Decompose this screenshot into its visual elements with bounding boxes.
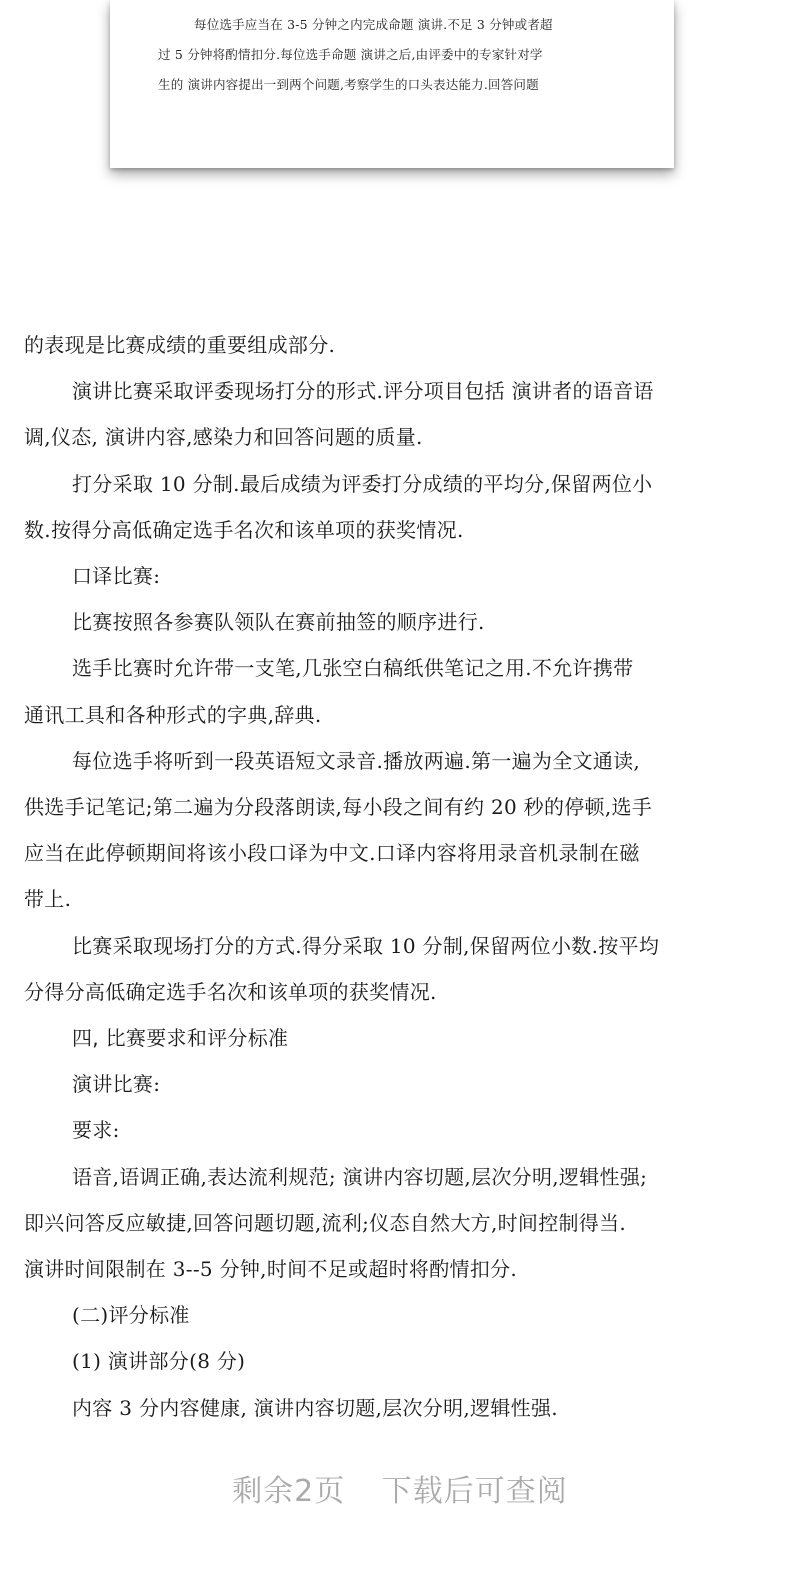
paragraph-line: 应当在此停顿期间将该小段口译为中文.口译内容将用录音机录制在磁 [24,841,640,866]
paragraph-line: 分得分高低确定选手名次和该单项的获奖情况. [24,979,437,1004]
preview-line: 每位选手应当在 3-5 分钟之内完成命题 演讲.不足 3 分钟或者超 [194,17,553,32]
paragraph-line: 内容 3 分内容健康, 演讲内容切题,层次分明,逻辑性强. [72,1395,558,1420]
paragraph-line: 通讯工具和各种形式的字典,辞典. [24,702,322,727]
paragraph-line: 比赛按照各参赛队领队在赛前抽签的顺序进行. [72,610,485,635]
paragraph-line: 即兴问答反应敏捷,回答问题切题,流利;仪态自然大方,时间控制得当. [24,1210,627,1235]
paragraph-line: 选手比赛时允许带一支笔,几张空白稿纸供笔记之用.不允许携带 [72,656,634,681]
preview-line: 过 5 分钟将酌情扣分.每位选手命题 演讲之后,由评委中的专家针对学 [158,47,543,62]
paragraph-line: 带上. [24,887,72,912]
remaining-pages-notice[interactable]: 剩余2页 下载后可查阅 [232,1474,568,1509]
paragraph-line: 数.按得分高低确定选手名次和该单项的获奖情况. [24,517,464,542]
section-label: (1) 演讲部分(8 分) [72,1349,246,1374]
paragraph-line: 打分采取 10 分制.最后成绩为评委打分成绩的平均分,保留两位小 [72,471,653,496]
section-label: 要求: [72,1118,120,1143]
preview-page-card [110,0,674,168]
paragraph-line: 调,仪态, 演讲内容,感染力和回答问题的质量. [24,425,423,450]
document-body [24,322,776,1431]
preview-text-block [110,0,674,100]
paragraph-line: 每位选手将听到一段英语短文录音.播放两遍.第一遍为全文通读, [72,748,641,773]
section-label: 口译比赛: [72,564,161,589]
paragraph-line: 比赛采取现场打分的方式.得分采取 10 分制,保留两位小数.按平均 [72,933,660,958]
paragraph-line: 演讲比赛采取评委现场打分的形式.评分项目包括 演讲者的语音语 [72,379,654,404]
paragraph-line: 语音,语调正确,表达流利规范; 演讲内容切题,层次分明,逻辑性强; [72,1164,648,1189]
section-heading: 四, 比赛要求和评分标准 [72,1026,289,1051]
section-label: 演讲比赛: [72,1072,161,1097]
paragraph-line: 演讲时间限制在 3--5 分钟,时间不足或超时将酌情扣分. [24,1257,518,1282]
paragraph-line: 的表现是比赛成绩的重要组成部分. [24,333,336,357]
preview-line: 生的 演讲内容提出一到两个问题,考察学生的口头表达能力.回答问题 [158,77,539,92]
paragraph-line: 供选手记笔记;第二遍为分段落朗读,每小段之间有约 20 秒的停顿,选手 [24,795,653,820]
section-label: (二)评分标准 [72,1303,190,1328]
